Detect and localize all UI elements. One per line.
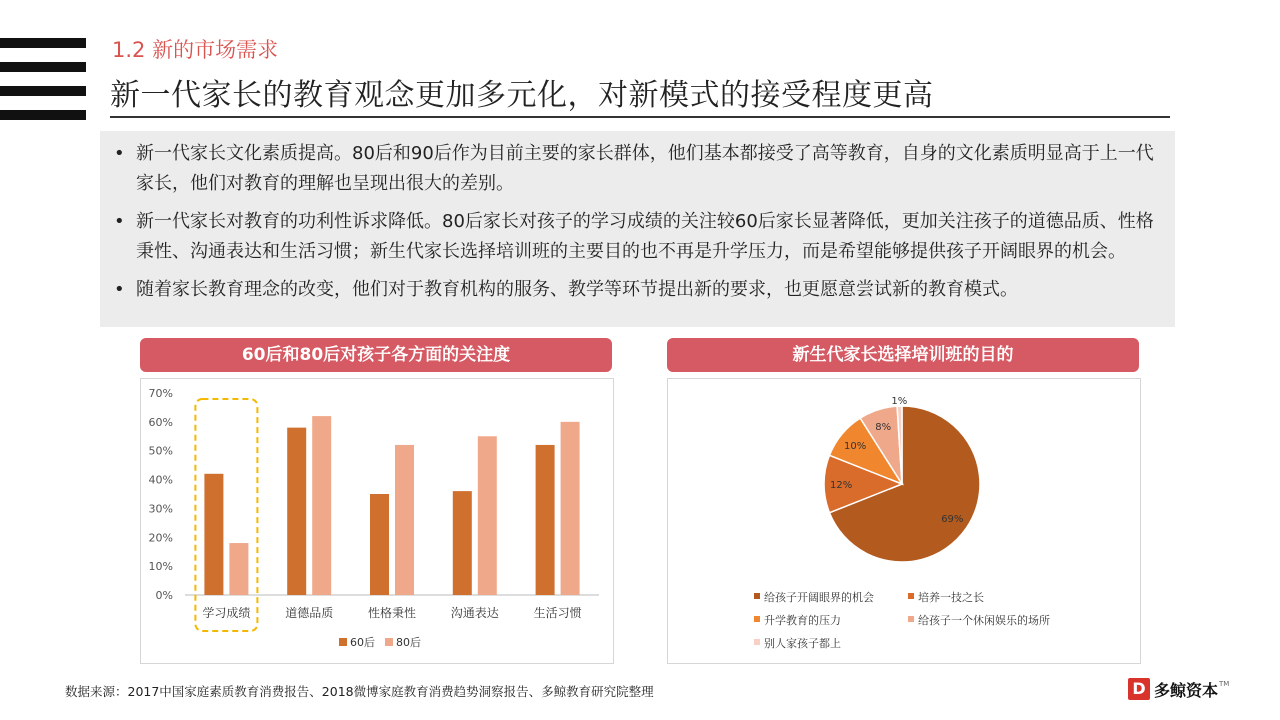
legend-swatch bbox=[908, 616, 914, 622]
bar-80后-沟通表达 bbox=[478, 436, 497, 595]
pie-chart-header: 新生代家长选择培训班的目的 bbox=[667, 338, 1139, 372]
bullet-marker: • bbox=[114, 279, 125, 300]
bar-80后-学习成绩 bbox=[229, 543, 248, 595]
legend-swatch-80后 bbox=[385, 638, 393, 646]
bar-60后-学习成绩 bbox=[204, 474, 223, 595]
y-tick-label: 30% bbox=[148, 502, 173, 516]
x-tick-label: 生活习惯 bbox=[533, 606, 582, 620]
x-tick-label: 学习成绩 bbox=[202, 606, 251, 620]
logo-mark-icon: D bbox=[1128, 678, 1150, 700]
legend-label: 升学教育的压力 bbox=[764, 614, 841, 627]
company-logo bbox=[1128, 676, 1229, 702]
legend-swatch bbox=[754, 616, 760, 622]
menu-bars-icon bbox=[0, 38, 86, 122]
pie-value-label: 10% bbox=[844, 441, 867, 453]
pie-value-label: 12% bbox=[830, 480, 853, 491]
pie-chart bbox=[668, 379, 1140, 663]
bar-80后-道德品质 bbox=[312, 416, 331, 595]
logo-name: 多鲸资本 bbox=[1154, 680, 1219, 700]
bar-60后-生活习惯 bbox=[536, 445, 555, 595]
bullet-item bbox=[110, 139, 1165, 199]
legend-label: 给孩子开阔眼界的机会 bbox=[764, 591, 874, 604]
legend-label: 给孩子一个休闲娱乐的场所 bbox=[918, 614, 1050, 627]
legend-label: 80后 bbox=[396, 636, 421, 649]
title-divider bbox=[110, 116, 1170, 118]
bar-chart bbox=[141, 379, 613, 663]
page-title: 新一代家长的教育观念更加多元化，对新模式的接受程度更高 bbox=[110, 78, 934, 113]
legend-swatch bbox=[754, 593, 760, 599]
bar-60后-性格秉性 bbox=[370, 494, 389, 595]
legend-swatch bbox=[754, 639, 760, 645]
legend-label: 别人家孩子都上 bbox=[764, 637, 841, 650]
bar-chart-panel bbox=[140, 378, 614, 664]
bar-chart-header: 60后和80后对孩子各方面的关注度 bbox=[140, 338, 612, 372]
y-tick-label: 50% bbox=[148, 444, 173, 458]
y-tick-label: 40% bbox=[148, 473, 173, 487]
bullet-item bbox=[110, 275, 1165, 305]
pie-chart-panel bbox=[667, 378, 1141, 664]
x-tick-label: 性格秉性 bbox=[367, 606, 417, 620]
pie-value-label: 8% bbox=[875, 422, 892, 434]
bar-80后-生活习惯 bbox=[561, 422, 580, 595]
logo-tm: TM bbox=[1219, 680, 1230, 688]
bullet-text: 新一代家长文化素质提高。80后和90后作为目前主要的家长群体，他们基本都接受了高等教育，自身的文化素质明显高于上一代家长，他们对教育的理解也呈现出很大的差别。 bbox=[136, 143, 1154, 194]
bullet-text: 随着家长教育理念的改变，他们对于教育机构的服务、教学等环节提出新的要求，也更愿意尝试新的教育模式。 bbox=[136, 279, 1018, 300]
y-tick-label: 0% bbox=[155, 589, 173, 602]
legend-label: 培养一技之长 bbox=[918, 591, 984, 604]
pie-value-label: 1% bbox=[891, 396, 908, 408]
y-tick-label: 70% bbox=[148, 387, 173, 400]
legend-swatch bbox=[908, 593, 914, 599]
bar-80后-性格秉性 bbox=[395, 445, 414, 595]
data-source-note: 数据来源：2017中国家庭素质教育消费报告、2018微博家庭教育消费趋势洞察报告、多鲸教育研究院整理 bbox=[65, 684, 654, 699]
pie-value-label: 69% bbox=[941, 514, 964, 526]
section-label: 1.2 新的市场需求 bbox=[112, 38, 279, 62]
bullet-text: 新一代家长对教育的功利性诉求降低。80后家长对孩子的学习成绩的关注较60后家长显著降低，更加关注孩子的道德品质、性格秉性、沟通表达和生活习惯；新生代家长选择培训班的主要目的也不再是升学压力，而是希望能够提供孩子开阔眼界的机会。 bbox=[136, 211, 1154, 262]
legend-label: 60后 bbox=[350, 636, 375, 649]
bullet-marker: • bbox=[114, 211, 125, 232]
bullet-marker: • bbox=[114, 143, 125, 164]
y-tick-label: 10% bbox=[148, 560, 173, 574]
y-tick-label: 60% bbox=[148, 415, 173, 429]
y-tick-label: 20% bbox=[148, 531, 173, 545]
x-tick-label: 沟通表达 bbox=[450, 606, 499, 620]
bullet-item bbox=[110, 207, 1165, 267]
x-tick-label: 道德品质 bbox=[285, 606, 334, 620]
bullet-list bbox=[100, 131, 1175, 305]
bar-60后-道德品质 bbox=[287, 428, 306, 595]
legend-swatch-60后 bbox=[339, 638, 347, 646]
bullet-box bbox=[100, 131, 1175, 327]
bar-60后-沟通表达 bbox=[453, 491, 472, 595]
